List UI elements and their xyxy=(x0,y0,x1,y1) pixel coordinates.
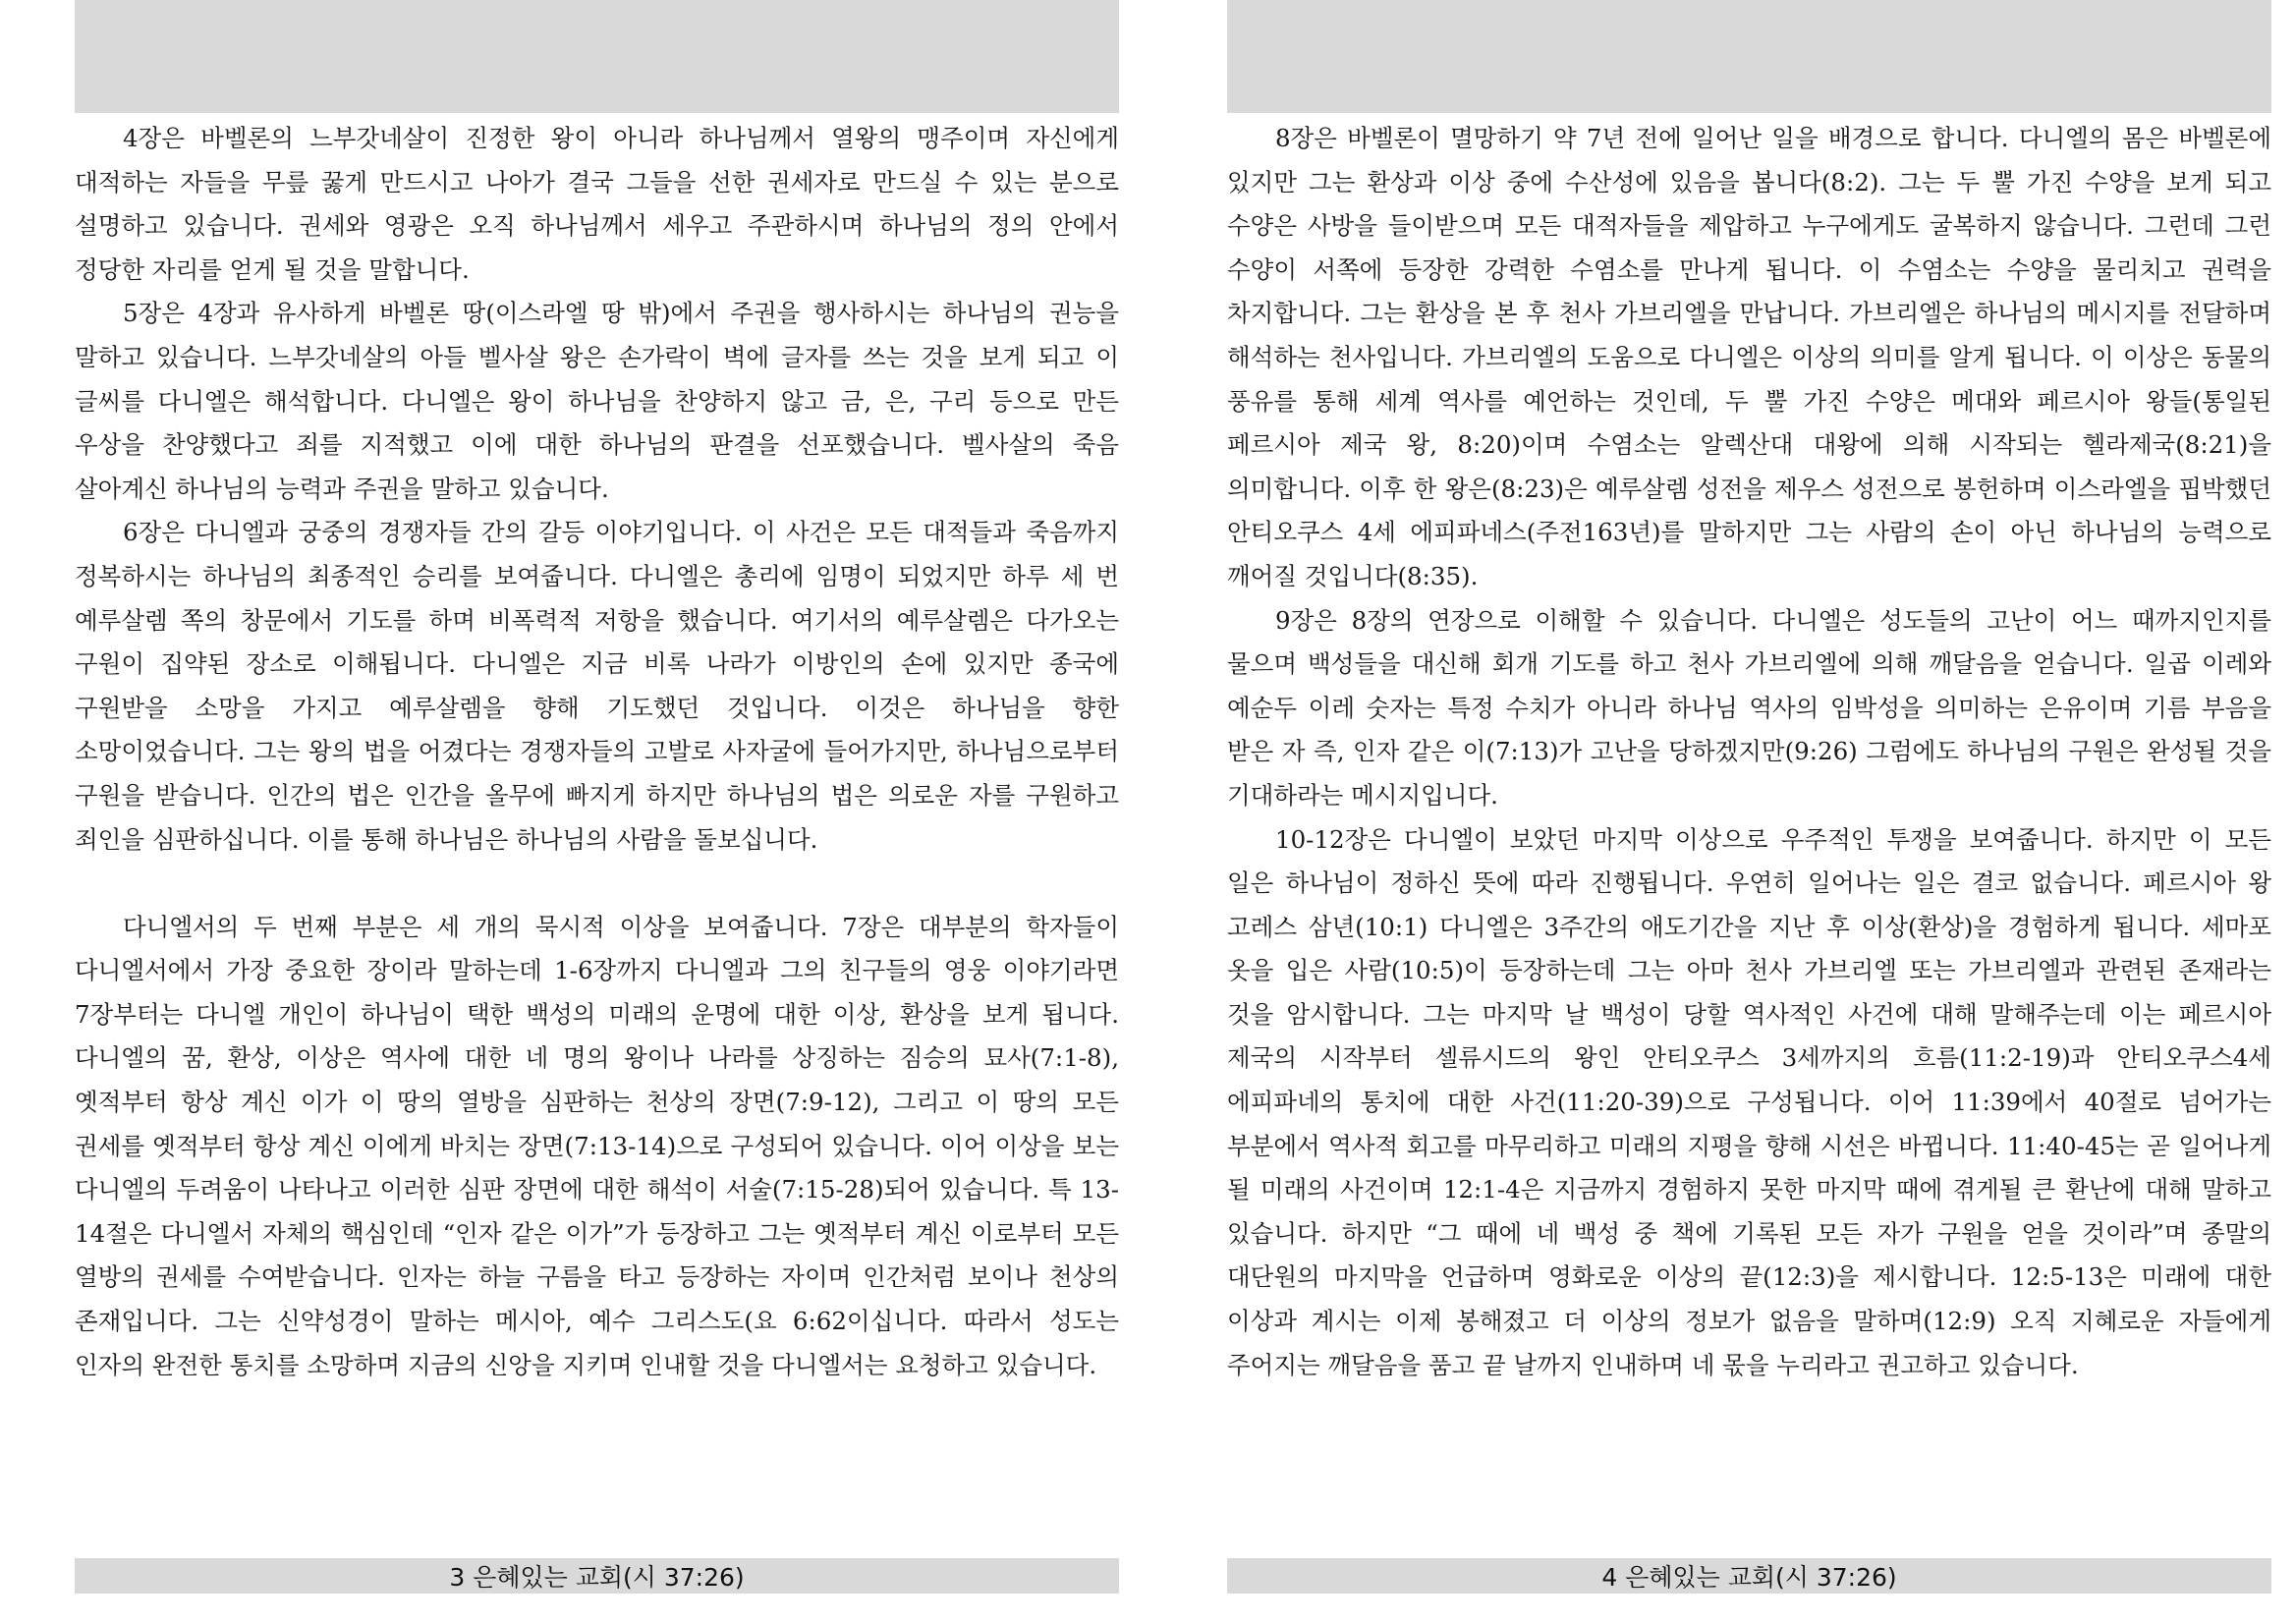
paragraph-chapter-6: 6장은 다니엘과 궁중의 경쟁자들 간의 갈등 이야기입니다. 이 사건은 모든 대적들과 죽음까지 정복하시는 하나님의 최종적인 승리를 보여줍니다. 다니엘은 총리에 임명이 되었지만 하루 세 번 예루살렘 쪽의 창문에서 기도를 하며 비폭력적 저항을 했습니다. 여기서의 예루살렘은 다가오는 구원이 집약된 장소로 이해됩니다. 다니엘은 지금 비록 나라가 이방인의 손에 있지만 종국에 구원받을 소망을 가지고 예루살렘을 향해 기도했던 것입니다. 이것은 하나님을 향한 소망이었습니다. 그는 왕의 법을 어겼다는 경쟁자들의 고발로 사자굴에 들어가지만, 하나님으로부터 구원을 받습니다. 인간의 법은 인간을 올무에 빠지게 하지만 하나님의 법은 의로운 자를 구원하고 죄인을 심판하십니다. 이를 통해 하나님은 하나님의 사람을 돌보십니다. xyxy=(75,518,1119,854)
body-text xyxy=(1227,113,2271,1387)
page-footer xyxy=(75,1558,1119,1594)
paragraph-chapter-4: 4장은 바벨론의 느부갓네살이 진정한 왕이 아니라 하나님께서 열왕의 맹주이며 자신에게 대적하는 자들을 무릎 꿇게 만드시고 나아가 결국 그들을 선한 권세자로 만드실 수 있는 분으로 설명하고 있습니다. 권세와 영광은 오직 하나님께서 세우고 주관하시며 하나님의 정의 안에서 정당한 자리를 얻게 될 것을 말합니다. xyxy=(75,124,1119,284)
paragraph-chapter-7: 다니엘서의 두 번째 부분은 세 개의 묵시적 이상을 보여줍니다. 7장은 대부분의 학자들이 다니엘서에서 가장 중요한 장이라 말하는데 1-6장까지 다니엘과 그의 친구들의 영웅 이야기라면 7장부터는 다니엘 개인이 하나님이 택한 백성의 미래의 운명에 대한 이상, 환상을 보게 됩니다. 다니엘의 꿈, 환상, 이상은 역사에 대한 네 명의 왕이나 나라를 상징하는 짐승의 묘사(7:1-8), 옛적부터 항상 계신 이가 이 땅의 열방을 심판하는 천상의 장면(7:9-12), 그리고 이 땅의 모든 권세를 옛적부터 항상 계신 이에게 바치는 장면(7:13-14)으로 구성되어 있습니다. 이어 이상을 보는 다니엘의 두려움이 나타나고 이러한 심판 장면에 대한 해석이 서술(7:15-28)되어 있습니다. 특 13-14절은 다니엘서 자체의 핵심인데 “인자 같은 이가”가 등장하고 그는 옛적부터 계신 이로부터 모든 열방의 권세를 수여받습니다. 인자는 하늘 구름을 타고 등장하는 자이며 인간처럼 보이나 천상의 존재입니다. 그는 신약성경이 말하는 메시아, 예수 그리스도(요 6:62이십니다. 따라서 성도는 인자의 완전한 통치를 소망하며 지금의 신앙을 지키며 인내할 것을 다니엘서는 요청하고 있습니다. xyxy=(75,912,1119,1379)
footer-label: 4 은혜있는 교회(시 37:26) xyxy=(1601,1563,1897,1592)
page-left xyxy=(75,0,1119,1594)
paragraph-chapter-8: 8장은 바벨론이 멸망하기 약 7년 전에 일어난 일을 배경으로 합니다. 다니엘의 몸은 바벨론에 있지만 그는 환상과 이상 중에 수산성에 있음을 봅니다(8:2). 그는 두 뿔 가진 수양을 보게 되고 수양은 사방을 들이받으며 모든 대적자들을 제압하고 누구에게도 굴복하지 않습니다. 그런데 그런 수양이 서쪽에 등장한 강력한 수염소를 만나게 됩니다. 이 수염소는 수양을 물리치고 권력을 차지합니다. 그는 환상을 본 후 천사 가브리엘을 만납니다. 가브리엘은 하나님의 메시지를 전달하며 해석하는 천사입니다. 가브리엘의 도움으로 다니엘은 이상의 의미를 알게 됩니다. 이 이상은 동물의 풍유를 통해 세계 역사를 예언하는 것인데, 두 뿔 가진 수양은 메대와 페르시아 왕들(통일된 페르시아 제국 왕, 8:20)이며 수염소는 알렉산대 대왕에 의해 시작되는 헬라제국(8:21)을 의미합니다. 이후 한 왕은(8:23)은 예루살렘 성전을 제우스 성전으로 봉헌하며 이스라엘을 핍박했던 안티오쿠스 4세 에피파네스(주전163년)를 말하지만 그는 사람의 손이 아닌 하나님의 능력으로 깨어질 것입니다(8:35). xyxy=(1227,124,2271,590)
footer-label: 3 은혜있는 교회(시 37:26) xyxy=(449,1563,745,1592)
page-right xyxy=(1227,0,2271,1594)
paragraph-chapter-5: 5장은 4장과 유사하게 바벨론 땅(이스라엘 땅 밖)에서 주권을 행사하시는 하나님의 권능을 말하고 있습니다. 느부갓네살의 아들 벨사살 왕은 손가락이 벽에 글자를 쓰는 것을 보게 되고 이 글씨를 다니엘은 해석합니다. 다니엘은 왕이 하나님을 찬양하지 않고 금, 은, 구리 등으로 만든 우상을 찬양했다고 죄를 지적했고 이에 대한 하나님의 판결을 선포했습니다. 벨사살의 죽음 살아계신 하나님의 능력과 주권을 말하고 있습니다. xyxy=(75,299,1119,503)
body-text xyxy=(75,113,1119,1387)
header-band xyxy=(75,0,1119,113)
paragraph-chapter-10-12: 10-12장은 다니엘이 보았던 마지막 이상으로 우주적인 투쟁을 보여줍니다. 하지만 이 모든 일은 하나님이 정하신 뜻에 따라 진행됩니다. 우연히 일어나는 일은 결코 없습니다. 페르시아 왕 고레스 삼년(10:1) 다니엘은 3주간의 애도기간을 지난 후 이상(환상)을 경험하게 됩니다. 세마포 옷을 입은 사람(10:5)이 등장하는데 그는 아마 천사 가브리엘 또는 가브리엘과 관련된 존재라는 것을 암시합니다. 그는 마지막 날 백성이 당할 역사적인 사건에 대해 말해주는데 이는 페르시아 제국의 시작부터 셀류시드의 왕인 안티오쿠스 3세까지의 흐름(11:2-19)과 안티오쿠스4세 에피파네의 통치에 대한 사건(11:20-39)으로 구성됩니다. 이어 11:39에서 40절로 넘어가는 부분에서 역사적 회고를 마무리하고 미래의 지평을 향해 시선은 바뀝니다. 11:40-45는 곧 일어나게 될 미래의 사건이며 12:1-4은 지금까지 경험하지 못한 마지막 때에 겪게될 큰 환난에 대해 말하고 있습니다. 하지만 “그 때에 네 백성 중 책에 기록된 모든 자가 구원을 얻을 것이라”며 종말의 대단원의 마지막을 언급하며 영화로운 이상의 끝(12:3)을 제시합니다. 12:5-13은 미래에 대한 이상과 계시는 이제 봉해졌고 더 이상의 정보가 없음을 말하며(12:9) 오직 지혜로운 자들에게 주어지는 깨달음을 품고 끝 날까지 인내하며 네 몫을 누리라고 권고하고 있습니다. xyxy=(1227,824,2271,1379)
paragraph-chapter-9: 9장은 8장의 연장으로 이해할 수 있습니다. 다니엘은 성도들의 고난이 어느 때까지인지를 물으며 백성들을 대신해 회개 기도를 하고 천사 가브리엘에 의해 깨달음을 얻습니다. 일곱 이레와 예순두 이레 숫자는 특정 수치가 아니라 하나님 역사의 임박성을 의미하는 은유이며 기름 부음을 받은 자 즉, 인자 같은 이(7:13)가 고난을 당하겠지만(9:26) 그럼에도 하나님의 구원은 완성될 것을 기대하라는 메시지입니다. xyxy=(1227,605,2271,810)
header-band xyxy=(1227,0,2271,113)
page-footer xyxy=(1227,1558,2271,1594)
